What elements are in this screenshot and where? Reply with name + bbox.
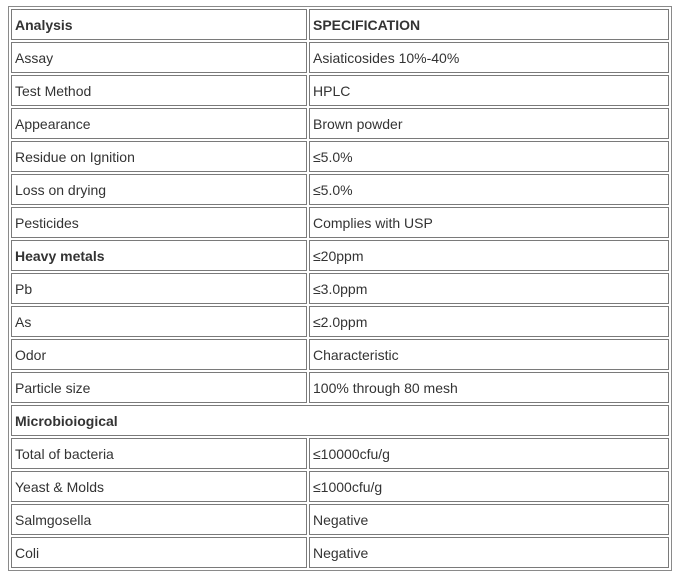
table-row-coli [11,537,669,568]
table-row-pesticides [11,207,669,238]
analysis-cell: Salmgosella [11,504,307,535]
specification-cell: ≤20ppm [309,240,669,271]
analysis-cell: Odor [11,339,307,370]
specification-table [8,6,672,571]
analysis-cell: As [11,306,307,337]
section-heading-cell: Microbioiogical [11,405,669,436]
table-row-residue-on-ignition [11,141,669,172]
analysis-cell: Coli [11,537,307,568]
header-specification: SPECIFICATION [309,9,669,40]
table-row-assay [11,42,669,73]
table-row-total-of-bacteria [11,438,669,469]
analysis-cell: Heavy metals [11,240,307,271]
analysis-cell: Yeast & Molds [11,471,307,502]
specification-cell: 100% through 80 mesh [309,372,669,403]
analysis-cell: Test Method [11,75,307,106]
specification-cell: Asiaticosides 10%-40% [309,42,669,73]
table-row-test-method [11,75,669,106]
specification-cell: Negative [309,537,669,568]
specification-cell: Brown powder [309,108,669,139]
specification-cell: Complies with USP [309,207,669,238]
analysis-cell: Pesticides [11,207,307,238]
analysis-cell: Assay [11,42,307,73]
table-section-row-microbiological [11,405,669,436]
analysis-cell: Pb [11,273,307,304]
specification-cell: Negative [309,504,669,535]
table-header-row [11,9,669,40]
specification-cell: ≤10000cfu/g [309,438,669,469]
table-row-odor [11,339,669,370]
analysis-cell: Appearance [11,108,307,139]
table-row-appearance [11,108,669,139]
header-analysis: Analysis [11,9,307,40]
table-row-salmgosella [11,504,669,535]
table-row-yeast-molds [11,471,669,502]
analysis-cell: Residue on Ignition [11,141,307,172]
specification-cell: Characteristic [309,339,669,370]
specification-cell: ≤5.0% [309,174,669,205]
analysis-cell: Loss on drying [11,174,307,205]
specification-cell: HPLC [309,75,669,106]
specification-cell: ≤5.0% [309,141,669,172]
specification-cell: ≤2.0ppm [309,306,669,337]
table-row-loss-on-drying [11,174,669,205]
table-row-as [11,306,669,337]
analysis-cell: Total of bacteria [11,438,307,469]
specification-cell: ≤1000cfu/g [309,471,669,502]
table-row-particle-size [11,372,669,403]
analysis-cell: Particle size [11,372,307,403]
table-row-pb [11,273,669,304]
table-row-heavy-metals [11,240,669,271]
specification-cell: ≤3.0ppm [309,273,669,304]
